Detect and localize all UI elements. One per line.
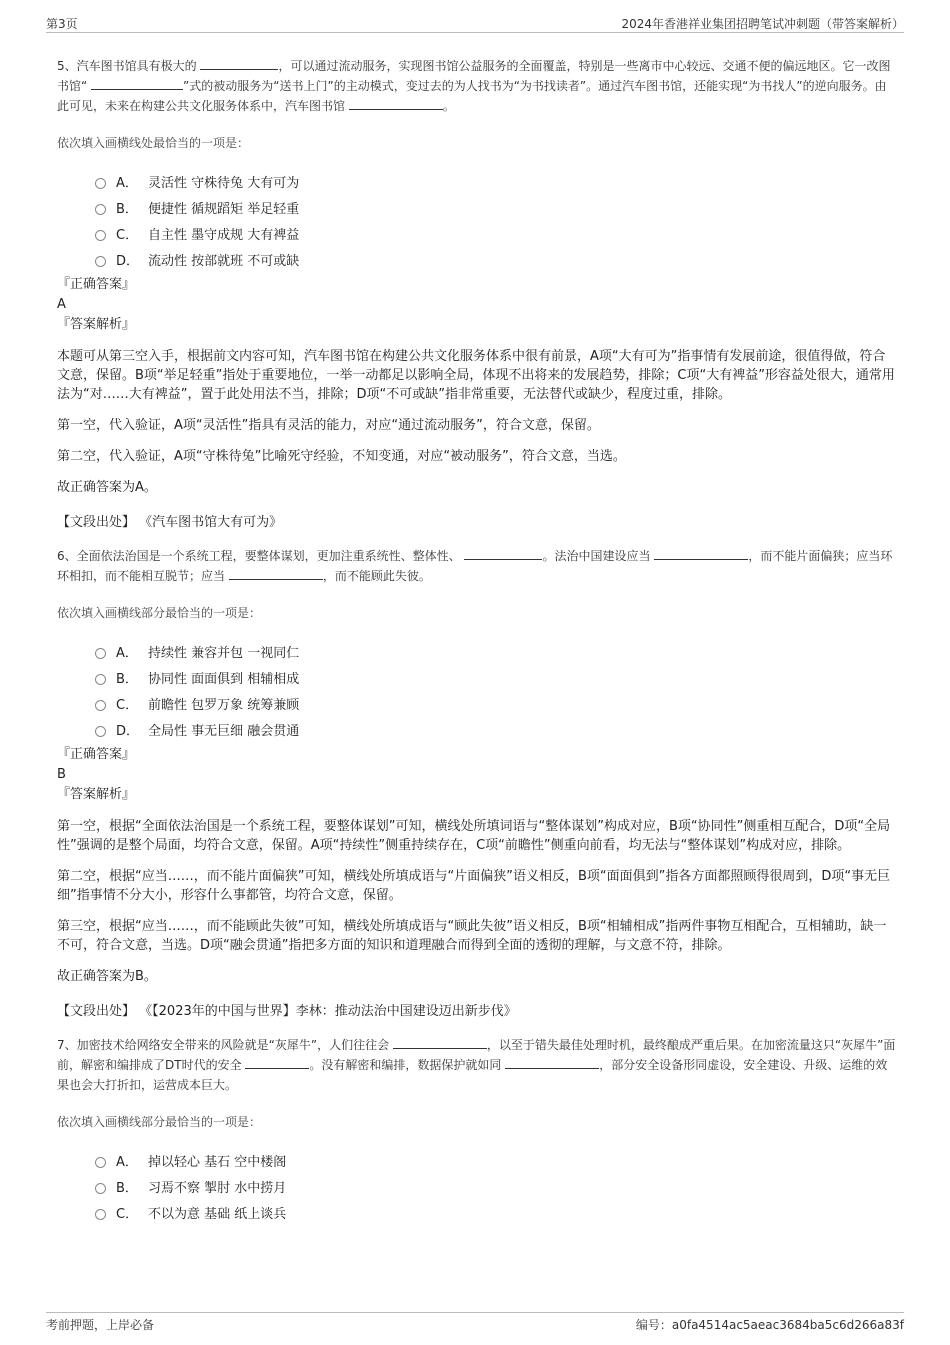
question-7-options — [95, 1150, 897, 1228]
option-b[interactable]: B． 协同性 面面俱到 相辅相成 — [95, 667, 897, 693]
blank — [505, 1056, 599, 1069]
question-5-prompt: 依次填入画横线处最恰当的一项是： — [57, 136, 250, 150]
blank — [654, 547, 748, 560]
question-6-options — [95, 641, 897, 745]
source-citation: 【文段出处】 《汽车图书馆大有可为》 — [57, 515, 283, 530]
analysis-paragraph: 故正确答案为A。 — [57, 480, 157, 495]
radio-icon[interactable] — [95, 178, 106, 189]
main-content — [57, 56, 897, 1228]
analysis-paragraph: 第二空，代入验证，A项“守株待兔”比喻死守经验，不知变通，对应“被动服务”，符合文意，当选。 — [57, 449, 626, 464]
question-5-text: 5、汽车图书馆具有极大的 ，可以通过流动服务，实现图书馆公益服务的全面覆盖，特别是一些离市中心较远、交通不便的偏远地区。它一改图书馆“ ”式的被动服务为“送书上门”的主动模式，变过去的为人找书为“为书找读者”。通过汽车图书馆，还能实现“为书找人”的逆向服务。由此可见，未来在构建公共文化服务体系中，汽车图书馆 。 — [57, 59, 891, 113]
option-d[interactable]: D． 流动性 按部就班 不可或缺 — [95, 249, 897, 275]
analysis-paragraph: 第二空，根据“应当……，而不能片面偏狭”可知，横线处所填成语与“片面偏狭”语义相反，B项“面面俱到”指各方面都照顾得很周到，D项“事无巨细”指事情不分大小，形容什么事都管，均符合文意，保留。 — [57, 869, 891, 903]
radio-icon[interactable] — [95, 1209, 106, 1220]
question-6-prompt: 依次填入画横线部分最恰当的一项是： — [57, 606, 262, 620]
radio-icon[interactable] — [95, 648, 106, 659]
page-number: 第3页 — [46, 17, 78, 31]
correct-answer: A — [57, 297, 66, 312]
question-5-options — [95, 171, 897, 275]
analysis-label: 『答案解析』 — [57, 317, 136, 332]
blank — [393, 1036, 487, 1049]
option-a[interactable]: A． 掉以轻心 基石 空中楼阁 — [95, 1150, 897, 1176]
analysis-label: 『答案解析』 — [57, 787, 136, 802]
analysis-paragraph: 第三空，根据“应当……，而不能顾此失彼”可知，横线处所填成语与“顾此失彼”语义相反，B项“相辅相成”指两件事物互相配合，互相辅助，缺一不可，符合文意，当选。D项“融会贯通”指把多方面的知识和道理融合而得到全面的透彻的理解，与文意不符，排除。 — [57, 919, 887, 953]
option-d[interactable]: D． 全局性 事无巨细 融会贯通 — [95, 719, 897, 745]
correct-answer: B — [57, 767, 66, 782]
blank — [229, 567, 323, 580]
radio-icon[interactable] — [95, 726, 106, 737]
option-b[interactable]: B． 便捷性 循规蹈矩 举足轻重 — [95, 197, 897, 223]
analysis-paragraph: 第一空，代入验证，A项“灵活性”指具有灵活的能力，对应“通过流动服务”，符合文意，保留。 — [57, 418, 600, 433]
radio-icon[interactable] — [95, 204, 106, 215]
question-7-text: 7、加密技术给网络安全带来的风险就是“灰犀牛”，人们往往会 ，以至于错失最佳处理时机，最终酿成严重后果。在加密流量这只“灰犀牛”面前，解密和编排成了DT时代的安全 。没有解密和编排，数据保护就如同 ，部分安全设备形同虚设，安全建设、升级、运维的效果也会大打折扣，运营成本巨大。 — [57, 1038, 896, 1092]
radio-icon[interactable] — [95, 230, 106, 241]
radio-icon[interactable] — [95, 1183, 106, 1194]
footer-slogan: 考前押题，上岸必备 — [46, 1318, 155, 1332]
option-c[interactable]: C． 前瞻性 包罗万象 统筹兼顾 — [95, 693, 897, 719]
analysis-paragraph: 第一空，根据“全面依法治国是一个系统工程，要整体谋划”可知，横线处所填词语与“整体谋划”构成对应，B项“协同性”侧重相互配合，D项“全局性”强调的是整个局面，均符合文意，保留。A项“持续性”侧重持续存在，C项“前瞻性”侧重向前看，均无法与“整体谋划”构成对应，排除。 — [57, 819, 891, 853]
radio-icon[interactable] — [95, 700, 106, 711]
option-a[interactable]: A． 灵活性 守株待兔 大有可为 — [95, 171, 897, 197]
analysis-paragraph: 本题可从第三空入手，根据前文内容可知，汽车图书馆在构建公共文化服务体系中很有前景，A项“大有可为”指事情有发展前途，很值得做，符合文意，保留。B项“举足轻重”指处于重要地位，一举一动都足以影响全局，体现不出将来的发展趋势，排除；C项“大有裨益”形容益处很大，通常用法为“对……大有裨益”，置于此处用法不当，排除；D项“不可或缺”指非常重要，无法替代或缺少，程度过重，排除。 — [57, 349, 895, 402]
source-citation: 【文段出处】 《【2023年的中国与世界】李林：推动法治中国建设迈出新步伐》 — [57, 1004, 517, 1019]
page-header — [46, 12, 904, 33]
blank — [200, 57, 278, 70]
analysis-paragraph: 故正确答案为B。 — [57, 969, 157, 984]
radio-icon[interactable] — [95, 674, 106, 685]
blank — [245, 1056, 309, 1069]
question-6-text: 6、全面依法治国是一个系统工程，要整体谋划，更加注重系统性、整体性、 。法治中国建设应当 ，而不能片面偏狭；应当环环相扣，而不能相互脱节；应当 ，而不能顾此失彼。 — [57, 549, 893, 583]
option-c[interactable]: C． 不以为意 基础 纸上谈兵 — [95, 1202, 897, 1228]
option-b[interactable]: B． 习焉不察 掣肘 水中捞月 — [95, 1176, 897, 1202]
correct-answer-label: 『正确答案』 — [57, 277, 136, 292]
option-c[interactable]: C． 自主性 墨守成规 大有裨益 — [95, 223, 897, 249]
page-footer — [46, 1312, 904, 1337]
radio-icon[interactable] — [95, 256, 106, 267]
option-a[interactable]: A． 持续性 兼容并包 一视同仁 — [95, 641, 897, 667]
correct-answer-label: 『正确答案』 — [57, 747, 136, 762]
blank — [464, 547, 542, 560]
radio-icon[interactable] — [95, 1157, 106, 1168]
question-7-prompt: 依次填入画横线部分最恰当的一项是： — [57, 1115, 262, 1129]
document-id: 编号：a0fa4514ac5aeac3684ba5c6d266a83f — [635, 1318, 904, 1332]
blank — [91, 77, 183, 90]
blank — [349, 97, 443, 110]
document-title: 2024年香港祥业集团招聘笔试冲刺题（带答案解析） — [621, 17, 904, 31]
